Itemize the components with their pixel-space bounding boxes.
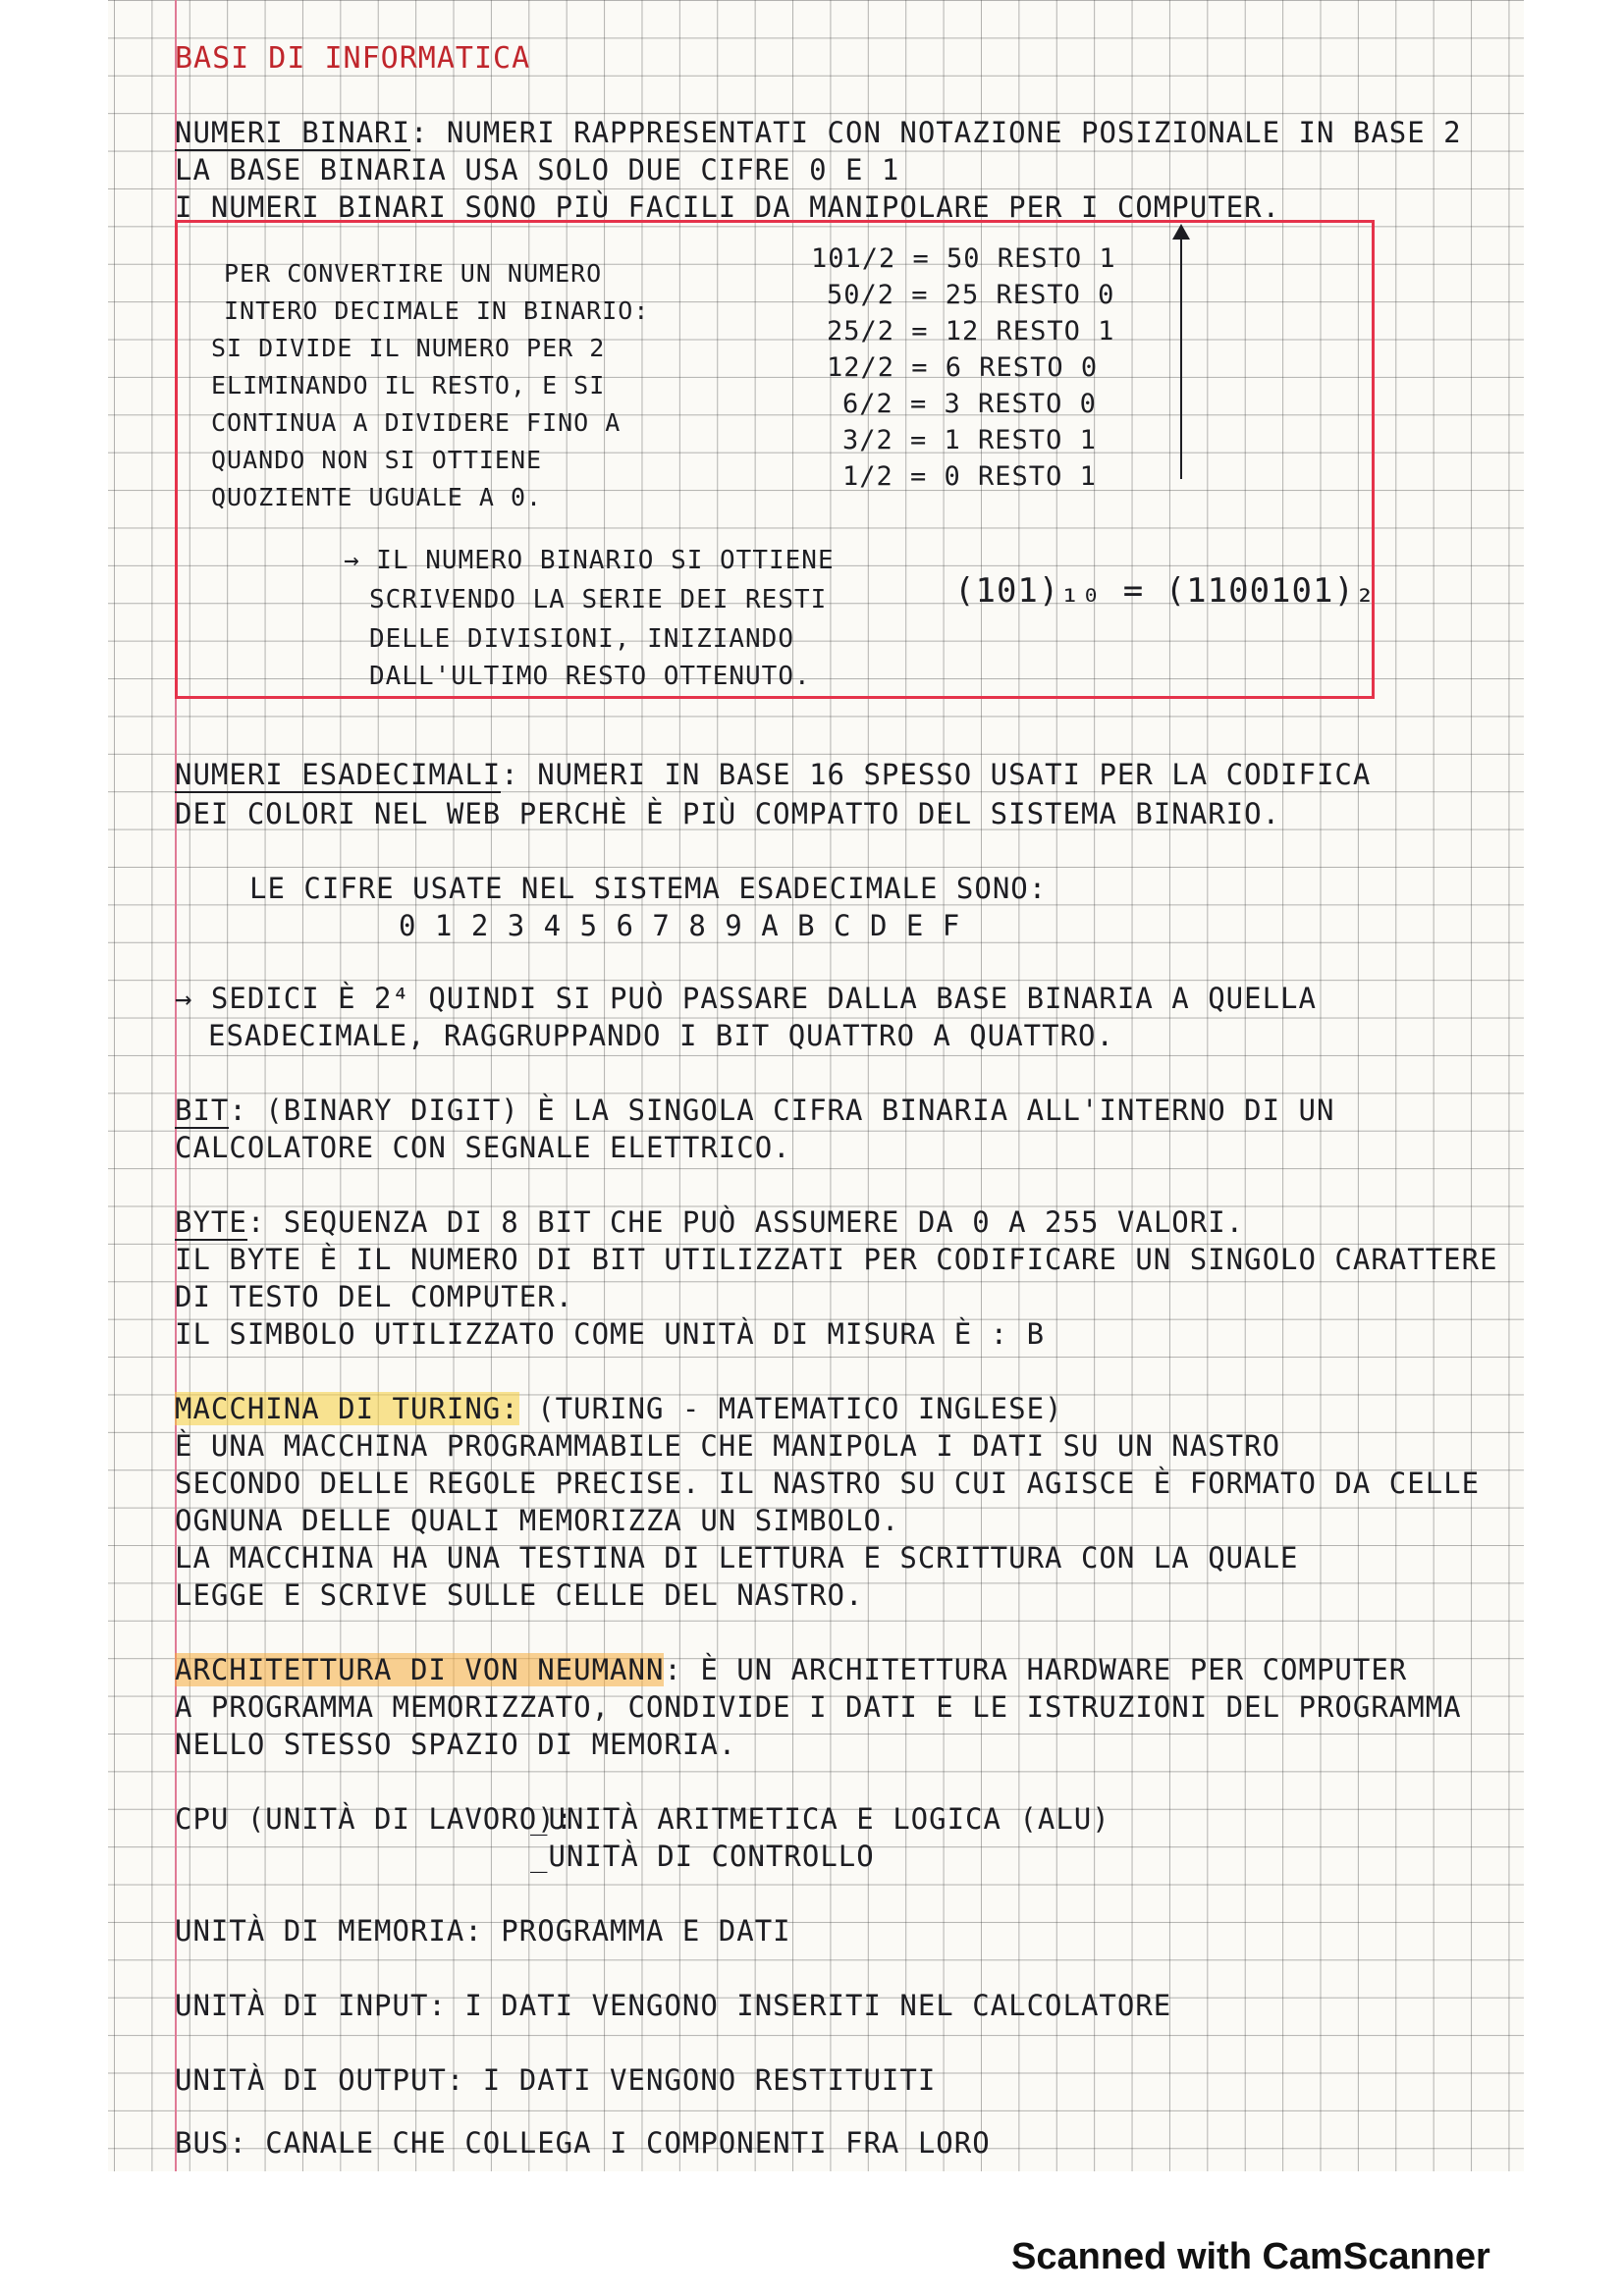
neumann-definition: : È UN ARCHITETTURA HARDWARE PER COMPUTER — [664, 1653, 1408, 1686]
page-title: BASI DI INFORMATICA — [175, 41, 531, 76]
unit-bus: BUS: CANALE CHE COLLEGA I COMPONENTI FRA LORO — [175, 2126, 991, 2160]
division-3: 12/2 = 6 RESTO 0 — [827, 352, 1099, 383]
turing-line3: SECONDO DELLE REGOLE PRECISE. IL NASTRO SU CUI AGISCE È FORMATO DA CELLE — [175, 1467, 1481, 1500]
binari-definition: : NUMERI RAPPRESENTATI CON NOTAZIONE POSIZIONALE IN BASE 2 — [409, 116, 1462, 149]
note-3: DALL'ULTIMO RESTO OTTENUTO. — [369, 662, 811, 691]
unit-input: UNITÀ DI INPUT: I DATI VENGONO INSERITI NEL CALCOLATORE — [175, 1989, 1172, 2022]
unit-output: UNITÀ DI OUTPUT: I DATI VENGONO RESTITUITI — [175, 2063, 937, 2097]
box-text-4: CONTINUA A DIVIDERE FINO A — [211, 408, 622, 437]
bit-definition: : (BINARY DIGIT) È LA SINGOLA CIFRA BINARIA ALL'INTERNO DI UN — [229, 1094, 1335, 1127]
division-1: 50/2 = 25 RESTO 0 — [827, 280, 1115, 310]
esa-cifre-label: LE CIFRE USATE NEL SISTEMA ESADECIMALE SONO: — [249, 872, 1048, 905]
turing-line1 — [175, 1392, 1063, 1425]
byte-definition: : SEQUENZA DI 8 BIT CHE PUÒ ASSUMERE DA 0 A 255 VALORI. — [246, 1205, 1245, 1239]
bit-line1 — [175, 1094, 1334, 1127]
turing-note: (TURING - MATEMATICO INGLESE) — [518, 1392, 1063, 1425]
binari-line2: LA BASE BINARIA USA SOLO DUE CIFRE 0 E 1 — [175, 153, 900, 187]
esa-line4: ESADECIMALE, RAGGRUPPANDO I BIT QUATTRO A QUATTRO. — [208, 1019, 1114, 1052]
arrow-line — [1180, 234, 1182, 479]
neumann-line2: A PROGRAMMA MEMORIZZATO, CONDIVIDE I DATI E LE ISTRUZIONI DEL PROGRAMMA — [175, 1690, 1462, 1724]
box-text-3: ELIMINANDO IL RESTO, E SI — [211, 371, 606, 400]
bit-heading: BIT — [175, 1094, 230, 1127]
byte-line2: IL BYTE È IL NUMERO DI BIT UTILIZZATI PER CODIFICARE UN SINGOLO CARATTERE — [175, 1243, 1498, 1276]
esa-line2: DEI COLORI NEL WEB PERCHÈ È PIÙ COMPATTO DEL SISTEMA BINARIO. — [175, 797, 1281, 830]
box-text-2: SI DIVIDE IL NUMERO PER 2 — [211, 334, 606, 362]
neumann-heading: ARCHITETTURA DI VON NEUMANN — [175, 1653, 665, 1686]
binari-heading: NUMERI BINARI — [175, 116, 410, 149]
division-2: 25/2 = 12 RESTO 1 — [827, 316, 1115, 347]
box-text-5: QUANDO NON SI OTTIENE — [211, 446, 543, 474]
esa-line1 — [175, 758, 1371, 791]
division-5: 3/2 = 1 RESTO 1 — [842, 425, 1097, 455]
note-2: DELLE DIVISIONI, INIZIANDO — [369, 624, 794, 654]
box-text-1: INTERO DECIMALE IN BINARIO: — [224, 296, 650, 325]
turing-line6: LEGGE E SCRIVE SULLE CELLE DEL NASTRO. — [175, 1578, 864, 1612]
turing-line4: OGNUNA DELLE QUALI MEMORIZZA UN SIMBOLO. — [175, 1504, 900, 1537]
esa-cifre: 0 1 2 3 4 5 6 7 8 9 A B C D E F — [399, 909, 961, 942]
cpu-item-control: _UNITÀ DI CONTROLLO — [530, 1840, 875, 1873]
byte-line3: DI TESTO DEL COMPUTER. — [175, 1280, 574, 1313]
conversion-result: (101)₁₀ = (1100101)₂ — [954, 571, 1377, 611]
note-1: SCRIVENDO LA SERIE DEI RESTI — [369, 585, 828, 614]
division-6: 1/2 = 0 RESTO 1 — [842, 461, 1097, 492]
turing-line5: LA MACCHINA HA UNA TESTINA DI LETTURA E SCRITTURA CON LA QUALE — [175, 1541, 1299, 1575]
bit-line2: CALCOLATORE CON SEGNALE ELETTRICO. — [175, 1131, 791, 1164]
note-0: → IL NUMERO BINARIO SI OTTIENE — [344, 546, 835, 575]
byte-line1 — [175, 1205, 1244, 1239]
unit-memoria: UNITÀ DI MEMORIA: PROGRAMMA E DATI — [175, 1914, 791, 1948]
turing-line2: È UNA MACCHINA PROGRAMMABILE CHE MANIPOLA I DATI SU UN NASTRO — [175, 1429, 1281, 1463]
division-4: 6/2 = 3 RESTO 0 — [842, 389, 1097, 419]
byte-heading: BYTE — [175, 1205, 247, 1239]
cpu-item-alu: _UNITÀ ARITMETICA E LOGICA (ALU) — [530, 1802, 1110, 1836]
turing-heading: MACCHINA DI TURING: — [175, 1392, 519, 1425]
esa-definition: : NUMERI IN BASE 16 SPESSO USATI PER LA CODIFICA — [501, 758, 1372, 791]
box-text-0: PER CONVERTIRE UN NUMERO — [224, 259, 603, 288]
esa-line3: → SEDICI È 2⁴ QUINDI SI PUÒ PASSARE DALLA BASE BINARIA A QUELLA — [175, 982, 1317, 1015]
neumann-line1 — [175, 1653, 1407, 1686]
camscanner-footer: Scanned with CamScanner — [1011, 2236, 1490, 2277]
division-0: 101/2 = 50 RESTO 1 — [811, 243, 1116, 274]
box-text-6: QUOZIENTE UGUALE A 0. — [211, 483, 543, 511]
neumann-line3: NELLO STESSO SPAZIO DI MEMORIA. — [175, 1728, 737, 1761]
binari-line1 — [175, 116, 1462, 149]
esa-heading: NUMERI ESADECIMALI — [175, 758, 502, 791]
binari-line3: I NUMERI BINARI SONO PIÙ FACILI DA MANIPOLARE PER I COMPUTER. — [175, 190, 1281, 224]
byte-line4: IL SIMBOLO UTILIZZATO COME UNITÀ DI MISURA È : B — [175, 1317, 1046, 1351]
cpu-label: CPU (UNITÀ DI LAVORO): — [175, 1802, 574, 1836]
